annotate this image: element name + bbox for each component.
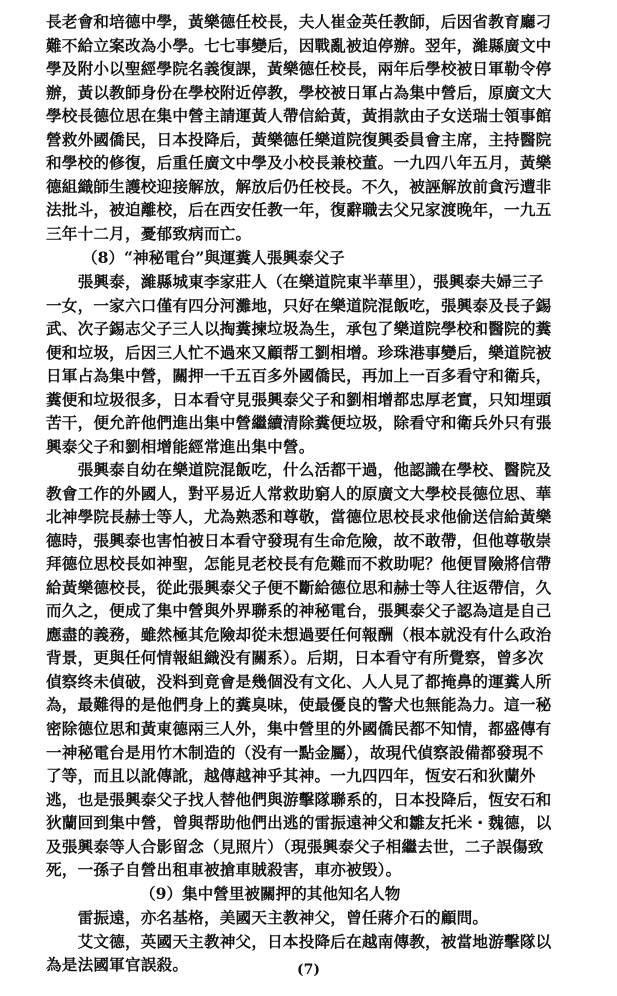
text-line: 便和垃圾，后因三人忙不過來又顧帮工劉相增。珍珠港事變后，樂道院被 [46,342,552,362]
text-line: 德組織師生護校迎接解放，解放后仍任校長。不久，被誣解放前貪污遭非 [46,176,552,196]
text-line: 學校長德位思在集中營主請運黃人帶信給黃，黃捐款由子女送瑞士領事館 [46,106,552,126]
text-line: 應盡的義務，雖然極其危險却從未想過要任何報酬（根本就没有什么政治 [46,624,552,644]
text-line: 背景，更與任何情報組織没有關系）。后期，日本看守有所覺察，曾多次 [46,648,544,668]
text-line: 張興泰，濰縣城東李家莊人（在樂道院東半華里），張興泰夫婦三子 [46,272,544,291]
text-line: 艾文德，英國天主教神父，日本投降后在越南傳教，被當地游擊隊以 [46,931,552,951]
text-line: 張興泰自幼在樂道院混飯吃，什么活都干過，他認識在學校、醫院及 [46,460,552,479]
text-line: 密除德位思和黃東德兩三人外，集中營里的外國僑民都不知情，都盛傳有 [46,719,552,739]
text-line: 和學校的修復，后重任廣文中學及小校長兼校董。一九四八年五月，黃樂 [46,153,552,173]
text-line: 苦干，便允許他們進出集中營繼續清除糞便垃圾，除看守和衛兵外只有張 [46,413,552,433]
text-line: 三年十二月，憂郁致病而亡。 [46,223,252,243]
text-line: 偵察终未偵破，没料到竟會是幾個没有文化、人人見了都掩鼻的運糞人所 [46,671,552,691]
section-heading-9: （9）集中營里被關押的其他知名人物 [140,884,401,903]
text-line: 狄蘭回到集中營，曾與帮助他們出逃的雷振遠神父和雛友托米・魏德，以 [46,813,552,833]
text-line: 德時，張興泰也害怕被日本看守發現有生命危險，故不敢帶，但他尊敬崇 [46,530,552,550]
paragraph-huang-lede [46,10,606,245]
text-line: 了等，而且以訛傳訛，越傳越神乎其神。一九四四年，恆安石和狄蘭外 [46,766,536,786]
section-heading-8: （8）“神秘電台”與運糞人張興泰父子 [82,248,345,267]
text-line: 糞便和垃圾很多，日本看守見張興泰父子和劉相增都忠厚老實，只知埋頭 [46,389,552,409]
text-line: 一神秘電台是用竹木制造的（没有一點金屬），故現代偵察設備都發現不 [46,742,544,762]
paragraph-secret-radio [46,458,606,882]
text-line: 武、次子錫志父子三人以掏糞揀垃圾為生，承包了樂道院學校和醫院的糞 [46,319,552,339]
text-line: 而久之，便成了集中營與外界聯系的神秘電台，張興泰父子認為這是自己 [46,601,552,621]
text-line: 北神學院長赫士等人，尤為熟悉和尊敬，當德位思校長求他偷送信給黃樂 [46,507,552,527]
text-line: 日軍占為集中營，關押一千五百多外國僑民，再加上一百多看守和衛兵， [46,366,552,386]
text-line: 辦，黃以教師身份在學校附近停教，學校被日軍占為集中營后，原廣文大 [46,82,552,102]
text-line: 及張興泰等人合影留念（見照片）（現張興泰父子相繼去世，二子誤傷致 [46,836,544,856]
text-line: 一女，一家六口僅有四分河灘地，只好在樂道院混飯吃，張興泰及長子錫 [46,295,552,315]
text-line: 為，最難得的是他們身上的糞臭味，使最優良的警犬也無能為力。這一秘 [46,695,552,715]
text-line: 長老會和培德中學，黃樂德任校長，夫人崔金英任教師，后因省教育廳刁 [46,12,552,31]
text-line: 給黃樂德校長，從此張興泰父子便不斷給德位思和赫士等人往返帶信，久 [46,577,552,597]
text-line: 興泰父子和劉相增能經常進出集中營。 [46,436,315,456]
paragraph-zhang-xingtai-intro [46,270,606,458]
text-line: 學及附小以聖經學院名義復課，黃樂德任校長，兩年后學校被日軍勒令停 [46,59,552,79]
text-line: 教會工作的外國人，對平易近人常救助窮人的原廣文大學校長德位思、華 [46,483,552,503]
text-line: 拜德位思校長如神聖，怎能見老校長有危難而不救助呢？他便冒險將信帶 [46,554,552,574]
text-line: 法批斗，被迫離校，后在西安任教一年，復辭職去父兄家渡晚年，一九五 [46,200,552,220]
text-line: 雷振遠，亦名基格，美國天主教神父，曾任蔣介石的顧問。 [46,908,489,927]
text-line: 營救外國僑民，日本投降后，黃樂德任樂道院復興委員會主席，主持醫院 [46,129,552,149]
text-line: 為是法國軍官誤殺。 [46,955,189,975]
page-number: (7) [297,962,320,978]
text-line: 死，一孫子自營出租車被搶車賊殺害，車亦被毁）。 [46,860,402,880]
text-line: 難不給立案改為小學。七七事變后，因戰亂被迫停辦。翌年，濰縣廣文中 [46,35,552,55]
text-line: 逃，也是張興泰父子找人替他們與游擊隊聯系的，日本投降后，恆安石和 [46,789,552,809]
